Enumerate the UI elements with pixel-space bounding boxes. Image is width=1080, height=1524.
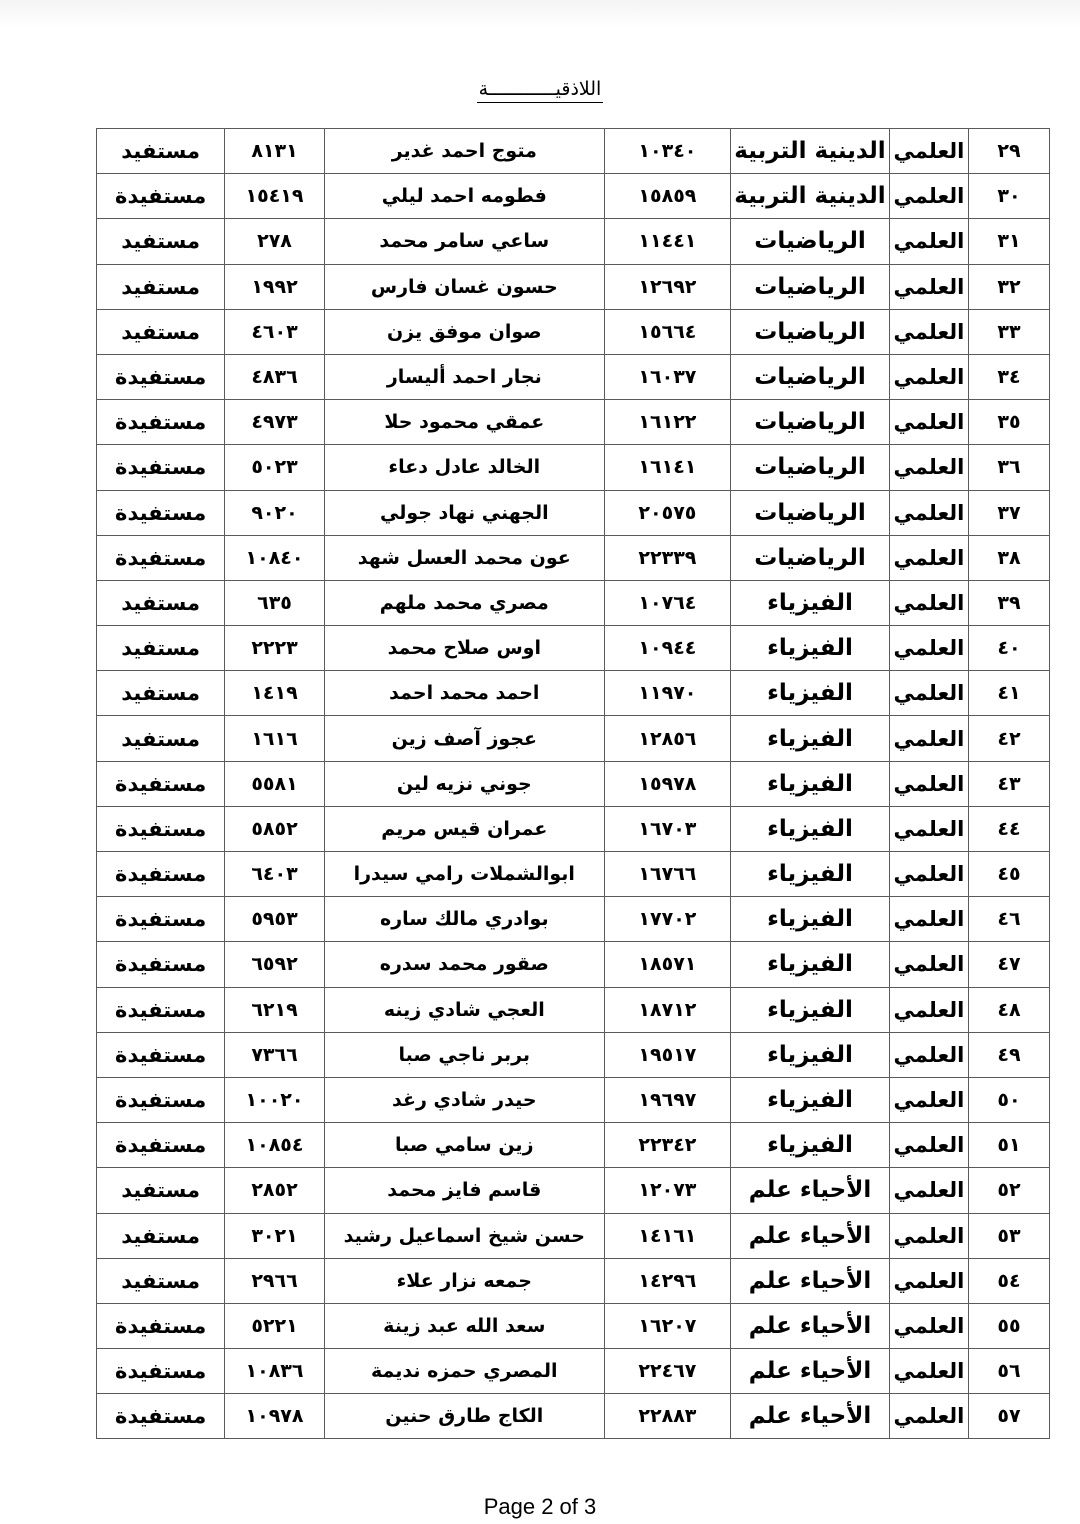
page-heading [0, 78, 1080, 100]
student-name-cell: عون محمد العسل شهد [324, 535, 604, 580]
status-cell: مستفيد [97, 1168, 225, 1213]
registration-number-cell: ١٩٦٩٧ [604, 1077, 730, 1122]
student-name-cell: قاسم فايز محمد [324, 1168, 604, 1213]
code-cell: ٨١٣١ [225, 129, 325, 174]
registration-number-cell: ١١٩٧٠ [604, 671, 730, 716]
row-number-cell: ٣٩ [968, 580, 1049, 625]
branch-cell: العلمي [889, 309, 968, 354]
code-cell: ٥٢٢١ [225, 1303, 325, 1348]
student-name-cell: جوني نزيه لين [324, 761, 604, 806]
viewer-top-bar [0, 0, 1080, 28]
subject-cell: الفيزياء [730, 671, 889, 716]
branch-cell: العلمي [889, 445, 968, 490]
branch-cell: العلمي [889, 535, 968, 580]
registration-number-cell: ١٢٨٥٦ [604, 716, 730, 761]
subject-cell: الأحياء علم [730, 1258, 889, 1303]
subject-cell: الدينية التربية [730, 174, 889, 219]
subject-cell: الأحياء علم [730, 1168, 889, 1213]
student-name-cell: صقور محمد سدره [324, 942, 604, 987]
row-number-cell: ٤٦ [968, 897, 1049, 942]
code-cell: ١٤١٩ [225, 671, 325, 716]
registration-number-cell: ١٤١٦١ [604, 1213, 730, 1258]
student-name-cell: عمران قيس مريم [324, 806, 604, 851]
code-cell: ٦٥٩٢ [225, 942, 325, 987]
subject-cell: الفيزياء [730, 897, 889, 942]
student-name-cell: بربر ناجي صبا [324, 1032, 604, 1077]
status-cell: مستفيدة [97, 445, 225, 490]
registration-number-cell: ١٥٦٦٤ [604, 309, 730, 354]
row-number-cell: ٥٥ [968, 1303, 1049, 1348]
status-cell: مستفيدة [97, 1394, 225, 1439]
subject-cell: الرياضيات [730, 354, 889, 399]
registration-number-cell: ١٢٦٩٢ [604, 264, 730, 309]
registration-number-cell: ١٩٥١٧ [604, 1032, 730, 1077]
registration-number-cell: ١٦٧٦٦ [604, 852, 730, 897]
code-cell: ٢٧٨ [225, 219, 325, 264]
branch-cell: العلمي [889, 1258, 968, 1303]
branch-cell: العلمي [889, 129, 968, 174]
branch-cell: العلمي [889, 400, 968, 445]
row-number-cell: ٥٠ [968, 1077, 1049, 1122]
branch-cell: العلمي [889, 626, 968, 671]
branch-cell: العلمي [889, 1168, 968, 1213]
code-cell: ٦٢١٩ [225, 987, 325, 1032]
table-row [97, 309, 1050, 354]
row-number-cell: ٣٣ [968, 309, 1049, 354]
branch-cell: العلمي [889, 354, 968, 399]
student-name-cell: جمعه نزار علاء [324, 1258, 604, 1303]
registration-number-cell: ٢٢٣٣٩ [604, 535, 730, 580]
branch-cell: العلمي [889, 580, 968, 625]
branch-cell: العلمي [889, 1213, 968, 1258]
status-cell: مستفيد [97, 626, 225, 671]
subject-cell: الرياضيات [730, 490, 889, 535]
subject-cell: الفيزياء [730, 942, 889, 987]
registration-number-cell: ٢٢٨٨٣ [604, 1394, 730, 1439]
registration-number-cell: ٢٢٣٤٢ [604, 1123, 730, 1168]
registration-number-cell: ١٥٩٧٨ [604, 761, 730, 806]
student-name-cell: بوادري مالك ساره [324, 897, 604, 942]
row-number-cell: ٢٩ [968, 129, 1049, 174]
roster-body [97, 129, 1050, 1439]
table-row [97, 852, 1050, 897]
status-cell: مستفيدة [97, 1349, 225, 1394]
status-cell: مستفيدة [97, 852, 225, 897]
status-cell: مستفيدة [97, 1303, 225, 1348]
branch-cell: العلمي [889, 1032, 968, 1077]
branch-cell: العلمي [889, 264, 968, 309]
student-name-cell: حسون غسان فارس [324, 264, 604, 309]
registration-number-cell: ١٠٩٤٤ [604, 626, 730, 671]
row-number-cell: ٣٦ [968, 445, 1049, 490]
code-cell: ١٠٩٧٨ [225, 1394, 325, 1439]
row-number-cell: ٤٨ [968, 987, 1049, 1032]
row-number-cell: ٣١ [968, 219, 1049, 264]
subject-cell: الفيزياء [730, 1077, 889, 1122]
registration-number-cell: ١٦١٤١ [604, 445, 730, 490]
status-cell: مستفيد [97, 1213, 225, 1258]
status-cell: مستفيدة [97, 174, 225, 219]
code-cell: ٥٨٥٢ [225, 806, 325, 851]
subject-cell: الأحياء علم [730, 1394, 889, 1439]
row-number-cell: ٥٢ [968, 1168, 1049, 1213]
subject-cell: الدينية التربية [730, 129, 889, 174]
row-number-cell: ٤٠ [968, 626, 1049, 671]
subject-cell: الفيزياء [730, 987, 889, 1032]
status-cell: مستفيدة [97, 942, 225, 987]
code-cell: ١٠٨٤٠ [225, 535, 325, 580]
status-cell: مستفيد [97, 671, 225, 716]
student-name-cell: المصري حمزه نديمة [324, 1349, 604, 1394]
student-name-cell: عمقي محمود حلا [324, 400, 604, 445]
branch-cell: العلمي [889, 942, 968, 987]
table-row [97, 1032, 1050, 1077]
branch-cell: العلمي [889, 1394, 968, 1439]
status-cell: مستفيدة [97, 535, 225, 580]
subject-cell: الأحياء علم [730, 1303, 889, 1348]
code-cell: ٦٤٠٣ [225, 852, 325, 897]
table-row [97, 1394, 1050, 1439]
page-heading-text: اللاذقيــــــــــــة [477, 78, 604, 103]
table-row [97, 897, 1050, 942]
table-row [97, 987, 1050, 1032]
subject-cell: الفيزياء [730, 626, 889, 671]
row-number-cell: ٤٥ [968, 852, 1049, 897]
student-name-cell: عجوز آصف زين [324, 716, 604, 761]
status-cell: مستفيدة [97, 897, 225, 942]
branch-cell: العلمي [889, 1123, 968, 1168]
code-cell: ١٠٠٢٠ [225, 1077, 325, 1122]
status-cell: مستفيد [97, 580, 225, 625]
student-name-cell: اوس صلاح محمد [324, 626, 604, 671]
status-cell: مستفيدة [97, 806, 225, 851]
code-cell: ٦٣٥ [225, 580, 325, 625]
table-row [97, 354, 1050, 399]
branch-cell: العلمي [889, 1349, 968, 1394]
table-row [97, 626, 1050, 671]
student-name-cell: الجهني نهاد جولي [324, 490, 604, 535]
row-number-cell: ٤٤ [968, 806, 1049, 851]
table-row [97, 1258, 1050, 1303]
branch-cell: العلمي [889, 1303, 968, 1348]
branch-cell: العلمي [889, 716, 968, 761]
student-name-cell: متوج احمد غدير [324, 129, 604, 174]
branch-cell: العلمي [889, 174, 968, 219]
table-row [97, 1303, 1050, 1348]
code-cell: ٢٢٢٣ [225, 626, 325, 671]
table-row [97, 671, 1050, 716]
student-name-cell: ساعي سامر محمد [324, 219, 604, 264]
code-cell: ١٠٨٣٦ [225, 1349, 325, 1394]
status-cell: مستفيدة [97, 490, 225, 535]
registration-number-cell: ١٢٠٧٣ [604, 1168, 730, 1213]
status-cell: مستفيدة [97, 1032, 225, 1077]
table-row [97, 761, 1050, 806]
table-row [97, 942, 1050, 987]
registration-number-cell: ١٠٧٦٤ [604, 580, 730, 625]
row-number-cell: ٤٩ [968, 1032, 1049, 1077]
student-name-cell: زين سامي صبا [324, 1123, 604, 1168]
student-name-cell: فطومه احمد ليلي [324, 174, 604, 219]
row-number-cell: ٤٧ [968, 942, 1049, 987]
registration-number-cell: ٢٠٥٧٥ [604, 490, 730, 535]
student-name-cell: سعد الله عبد زينة [324, 1303, 604, 1348]
subject-cell: الأحياء علم [730, 1349, 889, 1394]
student-name-cell: العجي شادي زينه [324, 987, 604, 1032]
page-footer: Page 2 of 3 [483, 1494, 597, 1519]
subject-cell: الرياضيات [730, 400, 889, 445]
registration-number-cell: ١٦١٢٢ [604, 400, 730, 445]
status-cell: مستفيد [97, 264, 225, 309]
code-cell: ٣٠٢١ [225, 1213, 325, 1258]
student-name-cell: احمد محمد احمد [324, 671, 604, 716]
row-number-cell: ٥٤ [968, 1258, 1049, 1303]
subject-cell: الفيزياء [730, 806, 889, 851]
code-cell: ١٩٩٢ [225, 264, 325, 309]
row-number-cell: ٥٧ [968, 1394, 1049, 1439]
subject-cell: الرياضيات [730, 535, 889, 580]
subject-cell: الرياضيات [730, 445, 889, 490]
table-row [97, 1349, 1050, 1394]
student-name-cell: الخالد عادل دعاء [324, 445, 604, 490]
subject-cell: الأحياء علم [730, 1213, 889, 1258]
registration-number-cell: ١٨٧١٢ [604, 987, 730, 1032]
branch-cell: العلمي [889, 987, 968, 1032]
row-number-cell: ٥٦ [968, 1349, 1049, 1394]
status-cell: مستفيد [97, 129, 225, 174]
registration-number-cell: ١٦٠٣٧ [604, 354, 730, 399]
code-cell: ٤٩٧٣ [225, 400, 325, 445]
branch-cell: العلمي [889, 852, 968, 897]
branch-cell: العلمي [889, 806, 968, 851]
status-cell: مستفيدة [97, 400, 225, 445]
table-row [97, 535, 1050, 580]
subject-cell: الفيزياء [730, 1032, 889, 1077]
registration-number-cell: ١١٤٤١ [604, 219, 730, 264]
row-number-cell: ٣٠ [968, 174, 1049, 219]
branch-cell: العلمي [889, 761, 968, 806]
status-cell: مستفيدة [97, 1077, 225, 1122]
registration-number-cell: ١٥٨٥٩ [604, 174, 730, 219]
branch-cell: العلمي [889, 490, 968, 535]
registration-number-cell: ١٤٢٩٦ [604, 1258, 730, 1303]
student-name-cell: ابوالشملات رامي سيدرا [324, 852, 604, 897]
subject-cell: الرياضيات [730, 264, 889, 309]
table-row [97, 264, 1050, 309]
row-number-cell: ٤١ [968, 671, 1049, 716]
subject-cell: الفيزياء [730, 761, 889, 806]
row-number-cell: ٣٢ [968, 264, 1049, 309]
subject-cell: الفيزياء [730, 716, 889, 761]
student-name-cell: الكاج طارق حنين [324, 1394, 604, 1439]
table-row [97, 1077, 1050, 1122]
registration-number-cell: ١٦٧٠٣ [604, 806, 730, 851]
student-name-cell: نجار احمد أليسار [324, 354, 604, 399]
table-row [97, 174, 1050, 219]
table-row [97, 580, 1050, 625]
table-row [97, 219, 1050, 264]
table-row [97, 1213, 1050, 1258]
code-cell: ٢٨٥٢ [225, 1168, 325, 1213]
student-name-cell: مصري محمد ملهم [324, 580, 604, 625]
status-cell: مستفيدة [97, 761, 225, 806]
table-row [97, 400, 1050, 445]
table-row [97, 1123, 1050, 1168]
table-row [97, 1168, 1050, 1213]
code-cell: ٧٣٦٦ [225, 1032, 325, 1077]
roster-table [96, 128, 1050, 1439]
branch-cell: العلمي [889, 671, 968, 716]
registration-number-cell: ١٠٣٤٠ [604, 129, 730, 174]
subject-cell: الفيزياء [730, 852, 889, 897]
row-number-cell: ٣٨ [968, 535, 1049, 580]
code-cell: ٥٠٢٣ [225, 445, 325, 490]
status-cell: مستفيدة [97, 987, 225, 1032]
status-cell: مستفيد [97, 716, 225, 761]
row-number-cell: ٥١ [968, 1123, 1049, 1168]
subject-cell: الرياضيات [730, 309, 889, 354]
registration-number-cell: ١٦٢٠٧ [604, 1303, 730, 1348]
registration-number-cell: ١٨٥٧١ [604, 942, 730, 987]
subject-cell: الفيزياء [730, 580, 889, 625]
table-row [97, 716, 1050, 761]
row-number-cell: ٣٤ [968, 354, 1049, 399]
code-cell: ١٥٤١٩ [225, 174, 325, 219]
table-row [97, 445, 1050, 490]
code-cell: ٢٩٦٦ [225, 1258, 325, 1303]
subject-cell: الفيزياء [730, 1123, 889, 1168]
row-number-cell: ٥٣ [968, 1213, 1049, 1258]
registration-number-cell: ١٧٧٠٢ [604, 897, 730, 942]
code-cell: ٥٥٨١ [225, 761, 325, 806]
code-cell: ٤٦٠٣ [225, 309, 325, 354]
status-cell: مستفيد [97, 1258, 225, 1303]
branch-cell: العلمي [889, 219, 968, 264]
row-number-cell: ٣٧ [968, 490, 1049, 535]
code-cell: ٤٨٣٦ [225, 354, 325, 399]
subject-cell: الرياضيات [730, 219, 889, 264]
code-cell: ٩٠٢٠ [225, 490, 325, 535]
branch-cell: العلمي [889, 897, 968, 942]
row-number-cell: ٤٣ [968, 761, 1049, 806]
code-cell: ١٦١٦ [225, 716, 325, 761]
branch-cell: العلمي [889, 1077, 968, 1122]
code-cell: ١٠٨٥٤ [225, 1123, 325, 1168]
status-cell: مستفيد [97, 309, 225, 354]
code-cell: ٥٩٥٣ [225, 897, 325, 942]
table-row [97, 806, 1050, 851]
student-name-cell: حسن شيخ اسماعيل رشيد [324, 1213, 604, 1258]
table-row [97, 490, 1050, 535]
student-name-cell: حيدر شادي رغد [324, 1077, 604, 1122]
status-cell: مستفيد [97, 219, 225, 264]
status-cell: مستفيدة [97, 1123, 225, 1168]
registration-number-cell: ٢٢٤٦٧ [604, 1349, 730, 1394]
student-name-cell: صوان موفق يزن [324, 309, 604, 354]
status-cell: مستفيدة [97, 354, 225, 399]
row-number-cell: ٣٥ [968, 400, 1049, 445]
table-row [97, 129, 1050, 174]
row-number-cell: ٤٢ [968, 716, 1049, 761]
